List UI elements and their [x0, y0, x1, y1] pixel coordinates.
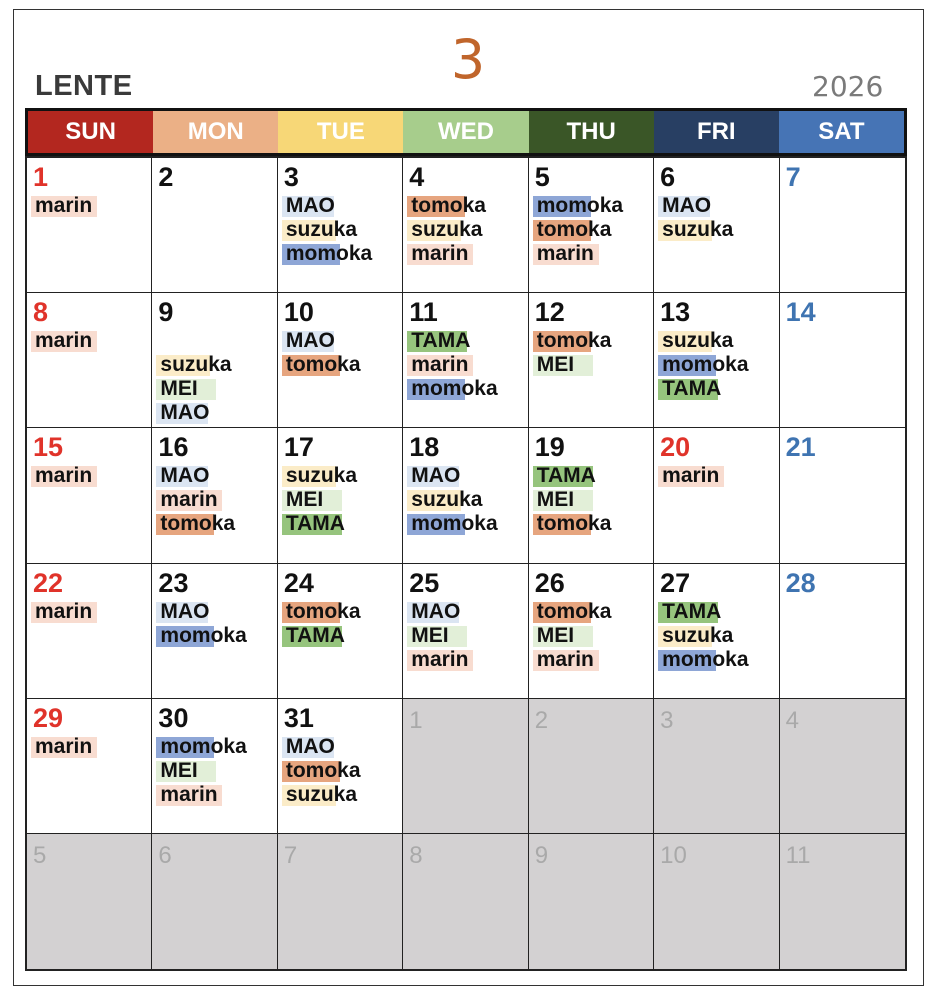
name-tag	[282, 783, 402, 807]
name-tag	[282, 464, 402, 488]
name-tag	[407, 242, 527, 266]
day-cell-26[interactable]	[529, 564, 654, 699]
day-cell-18[interactable]	[403, 428, 528, 563]
name-text: momoka	[536, 194, 624, 217]
name-text: MEI	[160, 377, 198, 401]
name-text: tomoka	[285, 758, 361, 782]
name-tag	[156, 329, 276, 353]
next-month-cell-11	[780, 834, 905, 969]
day-cell-28[interactable]	[780, 564, 905, 699]
day-cell-21[interactable]	[780, 428, 905, 563]
name-list	[533, 464, 653, 536]
day-number: 31	[283, 702, 314, 733]
name-tag	[282, 759, 402, 783]
day-cell-15[interactable]	[27, 428, 152, 563]
name-tag	[156, 488, 276, 512]
name-text: MAO	[411, 599, 461, 623]
name-list	[407, 194, 527, 266]
name-tag	[31, 194, 151, 218]
day-cell-23[interactable]	[152, 564, 277, 699]
name-text: MEI	[536, 488, 575, 512]
name-tag	[156, 735, 276, 759]
name-tag	[407, 488, 527, 512]
name-text: suzuka	[160, 353, 232, 377]
day-number: 18	[409, 432, 440, 463]
name-text: marin	[411, 353, 469, 377]
day-cell-5[interactable]	[529, 158, 654, 293]
name-tag	[658, 194, 778, 218]
day-number: 2	[158, 162, 174, 192]
name-text: TAMA	[285, 512, 345, 536]
name-tag	[282, 488, 402, 512]
name-text: MAO	[160, 401, 210, 425]
name-tag	[658, 600, 778, 624]
name-tag	[533, 329, 653, 353]
name-tag	[407, 624, 527, 648]
day-number: 10	[283, 297, 314, 328]
name-text: suzuka	[662, 329, 734, 353]
name-text: MEI	[285, 488, 324, 512]
day-cell-8[interactable]	[27, 293, 152, 428]
name-text: marin	[411, 647, 469, 671]
day-cell-14[interactable]	[780, 293, 905, 428]
weekday-thu: THU	[529, 111, 654, 153]
name-tag	[282, 353, 402, 377]
name-text: MEI	[160, 758, 198, 782]
name-tag	[156, 512, 276, 536]
name-tag	[533, 648, 653, 672]
weekday-tue: TUE	[278, 111, 403, 153]
name-list	[658, 600, 778, 672]
day-number: 10	[660, 841, 687, 869]
name-text: momoka	[160, 623, 247, 647]
name-tag	[31, 600, 151, 624]
name-text: momoka	[662, 647, 749, 671]
name-tag	[533, 464, 653, 488]
name-tag	[658, 648, 778, 672]
day-number: 28	[785, 567, 816, 598]
name-text: momoka	[411, 377, 498, 401]
month-number: 3	[450, 28, 486, 91]
name-text: suzuka	[411, 488, 483, 512]
day-cell-24[interactable]	[278, 564, 403, 699]
day-number: 8	[33, 297, 49, 328]
name-tag	[156, 783, 276, 807]
day-number: 11	[785, 841, 811, 869]
day-number: 20	[660, 432, 691, 463]
name-tag	[407, 512, 527, 536]
name-text: momoka	[411, 512, 498, 536]
name-list	[533, 329, 653, 377]
name-text: MAO	[160, 464, 210, 488]
weekday-sun: SUN	[28, 111, 153, 153]
name-text: suzuka	[285, 782, 358, 806]
name-tag	[407, 218, 527, 242]
day-cell-20[interactable]	[654, 428, 779, 563]
name-list	[658, 329, 778, 401]
name-text: tomoka	[536, 512, 612, 536]
name-text: suzuka	[662, 623, 734, 647]
name-tag	[533, 488, 653, 512]
day-number: 1	[409, 706, 423, 734]
weekday-mon: MON	[153, 111, 278, 153]
calendar	[25, 108, 907, 972]
next-month-cell-7	[278, 834, 403, 969]
name-tag	[282, 242, 402, 266]
name-text: marin	[536, 647, 594, 671]
name-list	[282, 735, 402, 807]
day-number: 5	[534, 162, 550, 192]
name-text: MAO	[411, 464, 461, 488]
next-month-cell-9	[529, 834, 654, 969]
name-text: momoka	[662, 353, 749, 377]
name-tag	[407, 600, 527, 624]
name-tag	[156, 353, 276, 377]
weekday-fri: FRI	[654, 111, 779, 153]
day-number: 23	[158, 567, 189, 598]
day-number: 7	[283, 841, 298, 869]
name-text: tomoka	[285, 599, 361, 623]
name-text: suzuka	[285, 464, 358, 488]
name-list	[282, 600, 402, 648]
name-tag	[282, 512, 402, 536]
name-text: MAO	[160, 599, 210, 623]
name-tag	[658, 353, 778, 377]
next-month-cell-1	[403, 699, 528, 834]
day-cell-31[interactable]	[278, 699, 403, 834]
name-tag	[658, 329, 778, 353]
day-number: 14	[785, 297, 816, 328]
name-list	[407, 329, 527, 401]
name-list	[533, 600, 653, 672]
day-number: 1	[33, 162, 49, 192]
day-cell-27[interactable]	[654, 564, 779, 699]
name-tag	[407, 329, 527, 353]
name-text: marin	[35, 734, 93, 758]
name-tag	[156, 624, 276, 648]
name-text: suzuka	[411, 218, 483, 241]
day-cell-2[interactable]	[152, 158, 277, 293]
name-list	[31, 329, 151, 353]
next-month-cell-8	[403, 834, 528, 969]
day-cell-12[interactable]	[529, 293, 654, 428]
weekday-header	[25, 108, 907, 156]
name-text: MAO	[285, 734, 335, 758]
day-cell-13[interactable]	[654, 293, 779, 428]
name-tag	[533, 242, 653, 266]
name-tag	[156, 464, 276, 488]
day-number: 9	[158, 297, 174, 328]
day-cell-25[interactable]	[403, 564, 528, 699]
name-tag	[533, 218, 653, 242]
day-number: 6	[158, 841, 172, 869]
day-number: 2	[534, 706, 549, 734]
name-tag	[156, 401, 276, 425]
next-month-cell-4	[780, 699, 905, 834]
name-tag	[282, 329, 402, 353]
name-tag	[282, 600, 402, 624]
name-text: MAO	[285, 329, 335, 353]
name-text: MEI	[536, 353, 575, 377]
name-tag	[658, 464, 778, 488]
name-list	[407, 464, 527, 536]
name-tag	[533, 194, 653, 218]
name-text: TAMA	[662, 377, 722, 401]
name-text: marin	[35, 329, 93, 353]
name-text: marin	[35, 464, 93, 488]
day-cell-3[interactable]	[278, 158, 403, 293]
name-tag	[156, 759, 276, 783]
day-number: 30	[158, 702, 189, 733]
calendar-grid	[25, 156, 907, 971]
day-number: 6	[660, 162, 676, 192]
day-number: 26	[534, 567, 565, 598]
day-number: 4	[409, 162, 425, 192]
name-list	[156, 600, 276, 648]
name-text: MAO	[285, 194, 335, 217]
day-number: 11	[409, 297, 438, 328]
name-text: marin	[35, 599, 93, 623]
next-month-cell-5	[27, 834, 152, 969]
name-tag	[533, 624, 653, 648]
name-list	[31, 194, 151, 218]
name-text: suzuka	[285, 218, 358, 241]
day-number: 22	[33, 567, 64, 598]
name-tag	[407, 464, 527, 488]
day-number: 8	[409, 841, 423, 869]
name-tag	[407, 353, 527, 377]
name-text: tomoka	[536, 218, 612, 241]
name-tag	[658, 377, 778, 401]
day-cell-9[interactable]	[152, 293, 277, 428]
name-tag	[282, 194, 402, 218]
name-list	[31, 735, 151, 759]
name-text: MEI	[536, 623, 575, 647]
name-tag	[282, 218, 402, 242]
day-number: 24	[283, 567, 314, 598]
year-label: 2026	[812, 70, 884, 103]
day-number: 12	[534, 297, 565, 328]
name-list	[156, 735, 276, 807]
name-list	[533, 194, 653, 266]
name-text: TAMA	[662, 599, 722, 623]
day-number: 5	[33, 841, 47, 869]
day-number: 25	[409, 567, 440, 598]
next-month-cell-6	[152, 834, 277, 969]
name-list	[658, 194, 778, 242]
name-text: tomoka	[411, 194, 486, 217]
brand-title: LENTE	[35, 70, 133, 102]
name-list	[31, 464, 151, 488]
next-month-cell-3	[654, 699, 779, 834]
name-list	[407, 600, 527, 672]
name-list	[282, 194, 402, 266]
day-number: 13	[660, 297, 691, 328]
weekday-wed: WED	[403, 111, 528, 153]
name-tag	[533, 600, 653, 624]
name-text: marin	[35, 194, 93, 217]
name-tag	[407, 194, 527, 218]
day-cell-16[interactable]	[152, 428, 277, 563]
name-list	[282, 329, 402, 377]
day-cell-19[interactable]	[529, 428, 654, 563]
day-cell-7[interactable]	[780, 158, 905, 293]
day-cell-4[interactable]	[403, 158, 528, 293]
day-cell-22[interactable]	[27, 564, 152, 699]
day-number: 21	[785, 432, 816, 463]
day-cell-10[interactable]	[278, 293, 403, 428]
name-list	[156, 329, 276, 425]
next-month-cell-10	[654, 834, 779, 969]
day-number: 15	[33, 432, 64, 463]
name-list	[156, 464, 276, 536]
name-list	[282, 464, 402, 536]
day-cell-29[interactable]	[27, 699, 152, 834]
name-tag	[282, 735, 402, 759]
day-cell-11[interactable]	[403, 293, 528, 428]
name-tag	[31, 735, 151, 759]
name-text: MEI	[411, 623, 449, 647]
day-number: 7	[785, 162, 801, 192]
name-tag	[658, 624, 778, 648]
weekday-sat: SAT	[779, 111, 904, 153]
day-number: 17	[283, 432, 314, 463]
name-tag	[533, 512, 653, 536]
name-text: marin	[411, 242, 469, 265]
day-cell-1[interactable]	[27, 158, 152, 293]
name-text: momoka	[160, 734, 247, 758]
day-number: 4	[785, 706, 799, 734]
name-list	[31, 600, 151, 624]
day-number: 9	[534, 841, 549, 869]
day-number: 19	[534, 432, 565, 463]
name-text: tomoka	[536, 599, 612, 623]
day-cell-17[interactable]	[278, 428, 403, 563]
name-text: marin	[662, 464, 720, 488]
day-number: 16	[158, 432, 189, 463]
name-text: tomoka	[160, 512, 236, 536]
name-list	[658, 464, 778, 488]
name-tag	[407, 648, 527, 672]
day-number: 29	[33, 702, 64, 733]
day-cell-30[interactable]	[152, 699, 277, 834]
name-tag	[282, 624, 402, 648]
day-number: 3	[660, 706, 674, 734]
name-tag	[407, 377, 527, 401]
name-tag	[31, 329, 151, 353]
name-tag	[156, 600, 276, 624]
name-text: suzuka	[662, 218, 734, 241]
name-text: tomoka	[536, 329, 612, 353]
name-tag	[156, 377, 276, 401]
name-text: marin	[160, 488, 218, 512]
name-tag	[533, 353, 653, 377]
name-text: tomoka	[285, 353, 361, 377]
name-tag	[31, 464, 151, 488]
name-text: TAMA	[536, 464, 596, 488]
name-text: marin	[536, 242, 594, 265]
next-month-cell-2	[529, 699, 654, 834]
name-text: marin	[160, 782, 218, 806]
name-text: TAMA	[285, 623, 345, 647]
name-text: MAO	[662, 194, 712, 217]
name-text: TAMA	[411, 329, 471, 353]
day-number: 3	[283, 162, 299, 192]
day-cell-6[interactable]	[654, 158, 779, 293]
name-text: momoka	[285, 242, 373, 265]
name-tag	[658, 218, 778, 242]
day-number: 27	[660, 567, 691, 598]
